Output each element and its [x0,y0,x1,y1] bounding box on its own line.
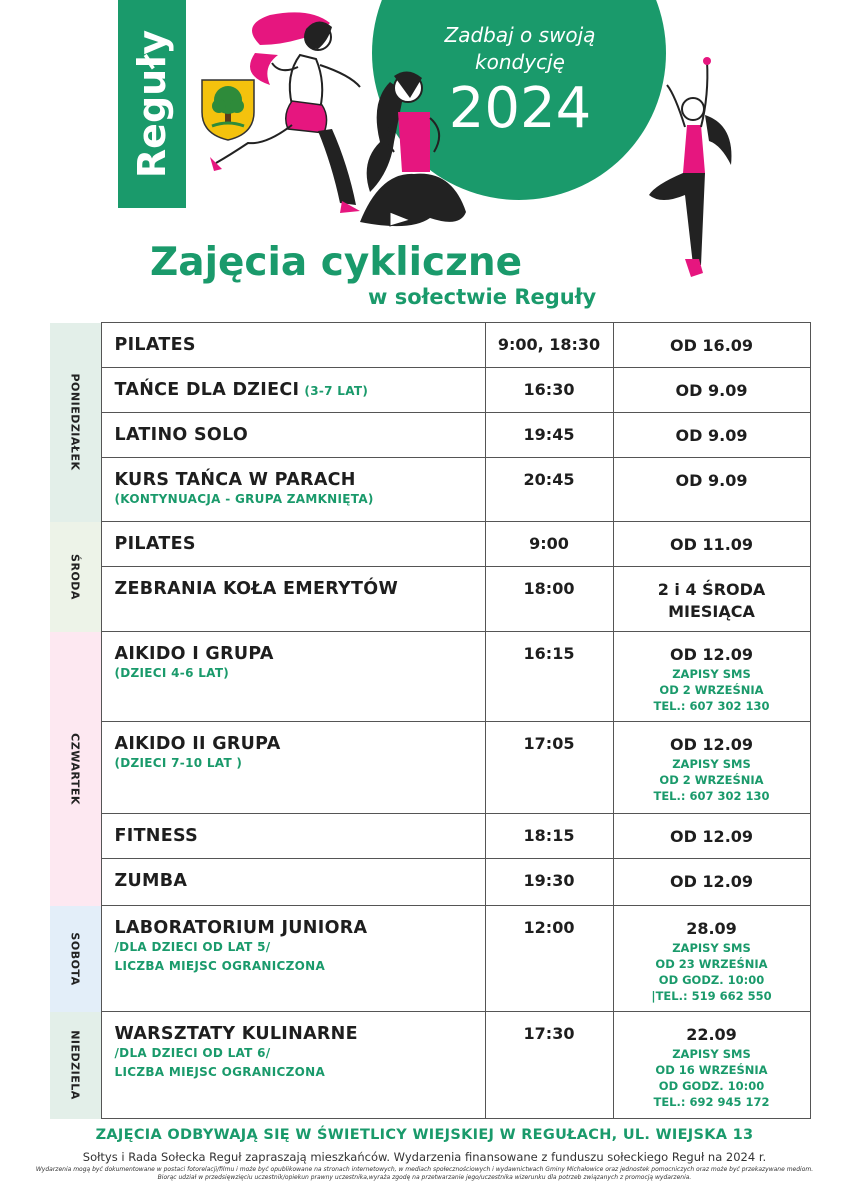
activity-cell [101,859,485,906]
activity-time: 19:30 [523,871,575,890]
signup-phone: TEL.: 607 302 130 [653,789,770,803]
activity-start: OD 12.09 [669,872,754,891]
activity-name: ZEBRANIA KOŁA EMERYTÓW [114,579,399,599]
signup-phone: |TEL.: 519 662 550 [651,989,772,1003]
table-row [50,323,810,368]
activity-note: (DZIECI 7-10 LAT ) [114,756,243,770]
start-cell [613,814,810,859]
day-label: SOBOTA [68,931,82,986]
signup-info: ZAPISY SMS [672,757,751,771]
activity-note: (DZIECI 4-6 LAT) [114,666,230,680]
activity-time: 20:45 [523,470,575,489]
day-label: ŚRODA [68,553,82,600]
page-subtitle: w sołectwie Reguły [368,285,597,309]
place-tab [118,0,186,208]
time-cell [485,859,613,906]
signup-phone: TEL.: 607 302 130 [653,699,770,713]
activity-start: 22.09 [686,1025,737,1044]
activity-start: OD 11.09 [669,535,754,554]
start-cell [613,413,810,458]
activity-cell [101,722,485,814]
activity-cell [101,413,485,458]
activity-cell [101,814,485,859]
start-cell [613,368,810,413]
activity-time: 12:00 [523,918,575,937]
activity-name: WARSZTATY KULINARNE [114,1024,358,1044]
time-cell [485,632,613,722]
activity-name: ZUMBA [114,871,188,891]
table-row [50,567,810,632]
table-row [50,632,810,722]
day-wednesday [50,522,101,632]
activity-start: OD 12.09 [669,645,754,664]
activity-start: OD 9.09 [675,426,748,445]
time-cell [485,814,613,859]
table-row [50,413,810,458]
time-cell [485,458,613,522]
fine-print [30,1166,819,1182]
start-cell [613,906,810,1012]
activity-name: PILATES [114,534,196,554]
start-cell [613,323,810,368]
activity-name: LATINO SOLO [114,425,249,445]
activity-age: (3-7 LAT) [304,384,369,398]
fine-print-line-1: Wydarzenia mogą być dokumentowane w postaci fotorelacji/filmu i może być opublikowane na stronach internetowych, w mediach społecznościowych i wydawnictwach Gminy Michałowice oraz jednostek pomocniczych oraz może być przekazywane mediom. [35,1166,814,1173]
activity-start: OD 12.09 [669,735,754,754]
signup-date: OD 2 WRZEŚNIA [659,773,764,787]
signup-date: OD 16 WRZEŚNIA [655,1063,768,1077]
activity-note: /DLA DZIECI OD LAT 5/ [114,940,271,954]
time-cell [485,567,613,632]
activity-start: 2 i 4 ŚRODA [657,580,766,599]
signup-hour: OD GODZ. 10:00 [658,973,765,987]
activity-time: 19:45 [523,425,575,444]
activity-start: OD 9.09 [675,471,748,490]
table-row [50,458,810,522]
page-title: Zajęcia cykliczne [150,240,523,285]
activity-note: (KONTYNUACJA - GRUPA ZAMKNIĘTA) [114,492,374,506]
signup-hour: OD GODZ. 10:00 [658,1079,765,1093]
footer-text: Sołtys i Rada Sołecka Reguł zapraszają mieszkańców. Wydarzenia finansowane z funduszu sołeckiego Reguł na 2024 r. [82,1150,767,1164]
time-cell [485,323,613,368]
activity-time: 17:30 [523,1024,575,1043]
start-cell [613,722,810,814]
activity-name: FITNESS [114,826,199,846]
activity-name: TAŃCE DLA DZIECI [114,380,300,400]
table-row [50,1012,810,1119]
activity-time: 16:15 [523,644,575,663]
day-sunday [50,1012,101,1119]
schedule-table [50,322,811,1119]
start-cell [613,458,810,522]
activity-cell [101,632,485,722]
activity-time: 17:05 [523,734,575,753]
year: 2024 [448,76,592,141]
activity-name: AIKIDO II GRUPA [114,734,281,754]
table-row [50,859,810,906]
activity-note: /DLA DZIECI OD LAT 6/ [114,1046,271,1060]
activity-name: KURS TAŃCA W PARACH [114,470,356,490]
dancer-figure-icon [635,55,745,285]
day-label: CZWARTEK [68,732,82,805]
table-row [50,722,810,814]
motto: Zadbaj o swoją kondycję [444,23,596,74]
activity-start: OD 12.09 [669,827,754,846]
activity-cell [101,522,485,567]
activity-time: 16:30 [523,380,575,399]
yoga-figure-icon [350,62,470,232]
start-cell [613,632,810,722]
signup-date: OD 2 WRZEŚNIA [659,683,764,697]
day-saturday [50,906,101,1012]
start-cell [613,1012,810,1119]
activity-name: LABORATORIUM JUNIORA [114,918,368,938]
start-cell [613,859,810,906]
signup-info: ZAPISY SMS [672,1047,751,1061]
activity-start: 28.09 [686,919,737,938]
activity-note-2: LICZBA MIEJSC OGRANICZONA [114,959,326,973]
activity-time: 9:00 [529,534,569,553]
time-cell [485,1012,613,1119]
time-cell [485,522,613,567]
activity-time: 18:15 [523,826,575,845]
day-label: PONIEDZIAŁEK [68,373,82,471]
activity-note-2: LICZBA MIEJSC OGRANICZONA [114,1065,326,1079]
activity-start-line2: MIESIĄCA [668,602,755,621]
activity-cell [101,458,485,522]
signup-date: OD 23 WRZEŚNIA [655,957,768,971]
activity-name: PILATES [114,335,196,355]
table-row [50,906,810,1012]
signup-info: ZAPISY SMS [672,667,751,681]
signup-info: ZAPISY SMS [672,941,751,955]
activity-cell [101,567,485,632]
activity-cell [101,323,485,368]
activity-cell [101,368,485,413]
activity-time: 9:00, 18:30 [497,335,601,354]
day-thursday [50,632,101,906]
location-note: ZAJĘCIA ODBYWAJĄ SIĘ W ŚWIETLICY WIEJSKIEJ W REGUŁACH, UL. WIEJSKA 13 [95,1127,754,1143]
activity-time: 18:00 [523,579,575,598]
table-row [50,814,810,859]
start-cell [613,567,810,632]
day-monday [50,323,101,522]
fine-print-line-2: Biorąc udział w przedsięwzięciu uczestnik/opiekun prawny uczestnika,wyraża zgodę na przetwarzanie jego/uczestnika wizerunku dla potrzeb związanych z promocją wydarzenia. [157,1174,692,1181]
activity-start: OD 9.09 [675,381,748,400]
time-cell [485,906,613,1012]
start-cell [613,522,810,567]
activity-cell [101,906,485,1012]
activity-cell [101,1012,485,1119]
day-label: NIEDZIELA [68,1030,82,1100]
signup-phone: TEL.: 692 945 172 [653,1095,770,1109]
time-cell [485,368,613,413]
table-row [50,368,810,413]
table-row [50,522,810,567]
place-name: Reguły [130,29,174,179]
time-cell [485,413,613,458]
activity-start: OD 16.09 [669,336,754,355]
time-cell [485,722,613,814]
activity-name: AIKIDO I GRUPA [114,644,274,664]
